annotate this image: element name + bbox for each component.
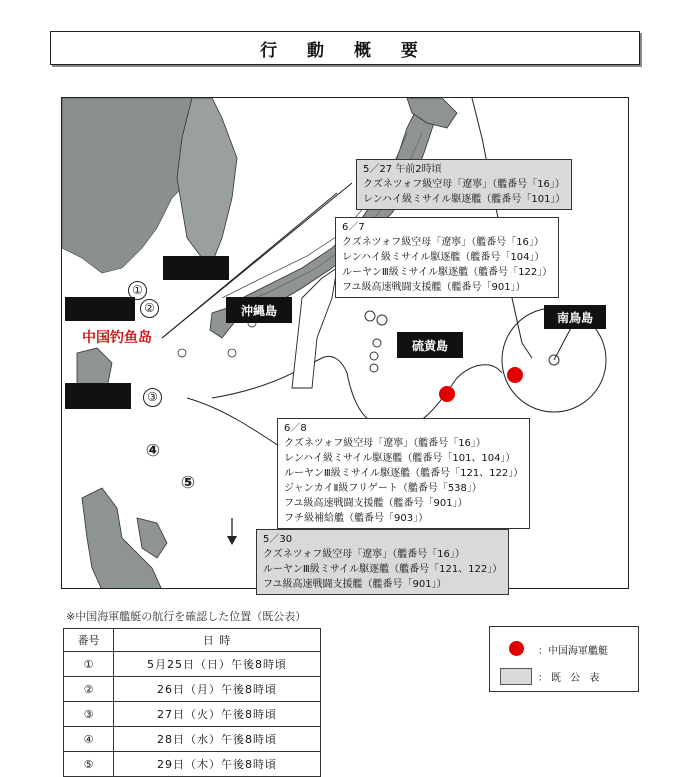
row-number: ⑤ <box>64 752 114 777</box>
callout-line: クズネツォフ級空母「遼寧」（艦番号「16」） <box>263 549 465 560</box>
callout-line: フユ級高速戦闘支援艦（艦番号「901」） <box>284 498 468 509</box>
callout-line: ジャンカイⅡ級フリゲート（艦番号「538」） <box>284 483 482 494</box>
page-title: 行 動 概 要 <box>50 31 640 65</box>
iwo-label: 硫黄島 <box>397 332 463 358</box>
header-datetime: 日 時 <box>114 629 321 652</box>
table-row <box>64 652 321 677</box>
row-datetime: 26日（月）午後8時頃 <box>114 677 321 702</box>
row-datetime: 29日（木）午後8時頃 <box>114 752 321 777</box>
callout-line: 6／8 <box>284 423 307 434</box>
legend-ship-label: ：中国海軍艦艇 <box>538 646 608 657</box>
row-number: ③ <box>64 702 114 727</box>
diaoyu-label: 中国钓鱼岛 <box>80 327 154 347</box>
row-datetime: 28日（水）午後8時頃 <box>114 727 321 752</box>
table-row <box>64 677 321 702</box>
callout-line: クズネツォフ級空母「遼寧」（艦番号「16」） <box>342 237 544 248</box>
callout-line: ルーヤンⅢ級ミサイル駆逐艦（艦番号「121、122」） <box>263 564 503 575</box>
callout-0527 <box>356 159 572 210</box>
header-number: 番号 <box>64 629 114 652</box>
callout-line: ルーヤンⅢ級ミサイル駆逐艦（艦番号「122」） <box>342 267 553 278</box>
ship-dot-icon <box>509 641 524 656</box>
position-table <box>63 628 321 777</box>
row-datetime: 27日（火）午後8時頃 <box>114 702 321 727</box>
published-swatch-icon <box>500 668 532 685</box>
table-row <box>64 702 321 727</box>
callout-line: フユ級高速戦闘支援艦（艦番号「901」） <box>263 579 447 590</box>
callout-line: レンハイ級ミサイル駆逐艦（艦番号「101」） <box>363 194 566 205</box>
callout-line: フユ級高速戦闘支援艦（艦番号「901」） <box>342 282 526 293</box>
callout-line: 5／30 <box>263 534 293 545</box>
position-marker-3: ③ <box>143 388 162 407</box>
callout-0607 <box>335 217 559 298</box>
callout-line: フチ級補給艦（艦番号「903」） <box>284 513 429 524</box>
redacted-label <box>163 256 229 280</box>
table-row <box>64 727 321 752</box>
row-number: ④ <box>64 727 114 752</box>
ship-marker <box>439 386 455 402</box>
redacted-label <box>65 297 135 321</box>
callout-0530 <box>256 529 509 595</box>
legend-published-label: ：既 公 表 <box>538 673 603 684</box>
row-datetime: 5月25日（日）午後8時頃 <box>114 652 321 677</box>
callout-line: クズネツォフ級空母「遼寧」（艦番号「16」） <box>363 179 565 190</box>
legend <box>489 626 639 692</box>
callout-line: 5／27 午前2時頃 <box>363 164 442 175</box>
table-header-row <box>64 629 321 652</box>
callout-line: レンハイ級ミサイル駆逐艦（艦番号「104」） <box>342 252 545 263</box>
minamitori-label: 南鳥島 <box>544 305 606 329</box>
callout-line: レンハイ級ミサイル駆逐艦（艦番号「101、104」） <box>284 453 516 464</box>
position-marker-5: ⑤ <box>180 473 196 493</box>
redacted-label <box>65 383 131 409</box>
okinawa-label: 沖縄島 <box>226 297 292 323</box>
row-number: ① <box>64 652 114 677</box>
callout-line: ルーヤンⅢ級ミサイル駆逐艦（艦番号「121、122」） <box>284 468 524 479</box>
position-marker-4: ④ <box>145 441 161 461</box>
position-marker-1: ① <box>128 281 147 300</box>
position-marker-2: ② <box>140 299 159 318</box>
ship-marker <box>507 367 523 383</box>
note: ※中国海軍艦艇の航行を確認した位置（既公表） <box>66 610 307 623</box>
callout-0608 <box>277 418 530 529</box>
callout-line: クズネツォフ級空母「遼寧」（艦番号「16」） <box>284 438 486 449</box>
callout-line: 6／7 <box>342 222 365 233</box>
row-number: ② <box>64 677 114 702</box>
